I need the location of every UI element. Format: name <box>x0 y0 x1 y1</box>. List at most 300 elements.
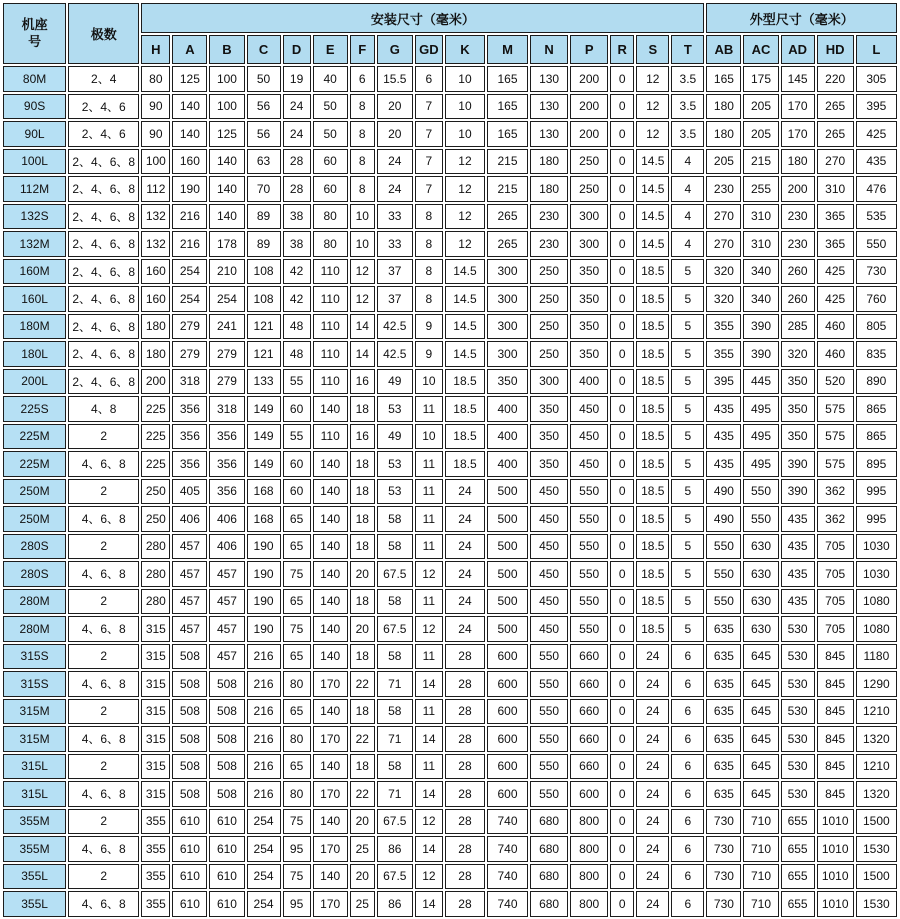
value-cell-GD: 11 <box>415 506 443 532</box>
value-cell-M: 165 <box>487 121 528 147</box>
value-cell-A: 610 <box>172 891 207 917</box>
column-header-D: D <box>283 35 311 64</box>
value-cell-A: 405 <box>172 479 207 505</box>
value-cell-A: 508 <box>172 781 207 807</box>
value-cell-R: 0 <box>610 699 634 725</box>
value-cell-B: 356 <box>209 424 244 450</box>
poles-cell: 4、6、8 <box>68 726 139 752</box>
value-cell-GD: 8 <box>415 231 443 257</box>
value-cell-AC: 205 <box>743 94 778 120</box>
value-cell-E: 170 <box>313 836 348 862</box>
value-cell-K: 14.5 <box>445 314 485 340</box>
value-cell-AC: 495 <box>743 424 778 450</box>
value-cell-P: 250 <box>570 176 608 202</box>
value-cell-D: 48 <box>283 341 311 367</box>
value-cell-HD: 270 <box>817 149 854 175</box>
value-cell-AC: 630 <box>743 561 778 587</box>
frame-number-cell: 355L <box>3 891 66 917</box>
column-header-S: S <box>636 35 669 64</box>
value-cell-AD: 200 <box>781 176 815 202</box>
value-cell-S: 14.5 <box>636 176 669 202</box>
value-cell-N: 450 <box>530 561 568 587</box>
value-cell-D: 60 <box>283 451 311 477</box>
poles-column-header: 极数 <box>68 3 139 64</box>
value-cell-M: 165 <box>487 66 528 92</box>
value-cell-F: 18 <box>350 479 375 505</box>
value-cell-T: 6 <box>671 864 704 890</box>
value-cell-N: 250 <box>530 259 568 285</box>
value-cell-AD: 350 <box>781 396 815 422</box>
value-cell-T: 5 <box>671 424 704 450</box>
value-cell-H: 100 <box>141 149 170 175</box>
value-cell-P: 550 <box>570 616 608 642</box>
value-cell-S: 18.5 <box>636 616 669 642</box>
value-cell-B: 125 <box>209 121 244 147</box>
value-cell-L: 435 <box>856 149 897 175</box>
value-cell-A: 457 <box>172 589 207 615</box>
value-cell-N: 350 <box>530 451 568 477</box>
column-header-K: K <box>445 35 485 64</box>
poles-cell: 2、4、6、8 <box>68 259 139 285</box>
value-cell-C: 254 <box>247 891 281 917</box>
value-cell-AC: 445 <box>743 369 778 395</box>
value-cell-D: 38 <box>283 231 311 257</box>
value-cell-G: 37 <box>377 259 413 285</box>
column-header-H: H <box>141 35 170 64</box>
value-cell-A: 279 <box>172 341 207 367</box>
value-cell-L: 805 <box>856 314 897 340</box>
value-cell-B: 318 <box>209 396 244 422</box>
value-cell-L: 865 <box>856 424 897 450</box>
value-cell-E: 60 <box>313 176 348 202</box>
value-cell-R: 0 <box>610 94 634 120</box>
value-cell-AD: 260 <box>781 286 815 312</box>
value-cell-C: 121 <box>247 314 281 340</box>
value-cell-S: 24 <box>636 726 669 752</box>
value-cell-E: 110 <box>313 424 348 450</box>
value-cell-E: 140 <box>313 644 348 670</box>
value-cell-H: 355 <box>141 864 170 890</box>
value-cell-M: 400 <box>487 396 528 422</box>
value-cell-L: 835 <box>856 341 897 367</box>
value-cell-C: 190 <box>247 616 281 642</box>
value-cell-GD: 11 <box>415 589 443 615</box>
value-cell-N: 680 <box>530 809 568 835</box>
value-cell-M: 600 <box>487 726 528 752</box>
value-cell-T: 6 <box>671 726 704 752</box>
value-cell-F: 22 <box>350 781 375 807</box>
value-cell-GD: 14 <box>415 836 443 862</box>
value-cell-G: 58 <box>377 754 413 780</box>
poles-cell: 4、6、8 <box>68 671 139 697</box>
value-cell-H: 132 <box>141 231 170 257</box>
frame-number-cell: 315M <box>3 726 66 752</box>
value-cell-N: 350 <box>530 396 568 422</box>
value-cell-N: 550 <box>530 699 568 725</box>
value-cell-M: 740 <box>487 891 528 917</box>
value-cell-H: 280 <box>141 589 170 615</box>
value-cell-GD: 8 <box>415 204 443 230</box>
value-cell-AC: 215 <box>743 149 778 175</box>
value-cell-AC: 310 <box>743 204 778 230</box>
value-cell-M: 600 <box>487 671 528 697</box>
value-cell-N: 680 <box>530 864 568 890</box>
value-cell-R: 0 <box>610 506 634 532</box>
value-cell-K: 28 <box>445 699 485 725</box>
value-cell-GD: 8 <box>415 259 443 285</box>
value-cell-K: 18.5 <box>445 369 485 395</box>
poles-cell: 2 <box>68 754 139 780</box>
value-cell-E: 110 <box>313 314 348 340</box>
value-cell-S: 18.5 <box>636 534 669 560</box>
poles-cell: 2、4、6、8 <box>68 369 139 395</box>
value-cell-R: 0 <box>610 781 634 807</box>
frame-number-cell: 315S <box>3 671 66 697</box>
value-cell-T: 5 <box>671 479 704 505</box>
poles-cell: 2 <box>68 589 139 615</box>
value-cell-C: 63 <box>247 149 281 175</box>
value-cell-N: 180 <box>530 176 568 202</box>
value-cell-A: 279 <box>172 314 207 340</box>
value-cell-AD: 435 <box>781 506 815 532</box>
value-cell-A: 356 <box>172 396 207 422</box>
value-cell-K: 24 <box>445 479 485 505</box>
value-cell-AB: 730 <box>706 809 741 835</box>
value-cell-S: 18.5 <box>636 424 669 450</box>
value-cell-AD: 170 <box>781 121 815 147</box>
value-cell-C: 56 <box>247 94 281 120</box>
column-header-C: C <box>247 35 281 64</box>
column-header-HD: HD <box>817 35 854 64</box>
value-cell-T: 4 <box>671 149 704 175</box>
value-cell-D: 75 <box>283 809 311 835</box>
frame-number-cell: 160M <box>3 259 66 285</box>
value-cell-F: 8 <box>350 121 375 147</box>
value-cell-A: 610 <box>172 836 207 862</box>
value-cell-T: 5 <box>671 616 704 642</box>
value-cell-G: 33 <box>377 204 413 230</box>
poles-cell: 2 <box>68 479 139 505</box>
value-cell-M: 400 <box>487 424 528 450</box>
value-cell-B: 610 <box>209 809 244 835</box>
value-cell-N: 250 <box>530 314 568 340</box>
value-cell-AB: 550 <box>706 534 741 560</box>
value-cell-P: 550 <box>570 561 608 587</box>
frame-number-cell: 280M <box>3 589 66 615</box>
value-cell-F: 18 <box>350 589 375 615</box>
value-cell-M: 300 <box>487 286 528 312</box>
value-cell-R: 0 <box>610 259 634 285</box>
value-cell-L: 730 <box>856 259 897 285</box>
value-cell-H: 225 <box>141 424 170 450</box>
value-cell-K: 12 <box>445 176 485 202</box>
value-cell-L: 1210 <box>856 754 897 780</box>
value-cell-AD: 435 <box>781 589 815 615</box>
value-cell-S: 18.5 <box>636 479 669 505</box>
value-cell-B: 610 <box>209 891 244 917</box>
value-cell-H: 315 <box>141 754 170 780</box>
value-cell-D: 60 <box>283 479 311 505</box>
value-cell-M: 500 <box>487 561 528 587</box>
value-cell-AB: 730 <box>706 836 741 862</box>
table-row <box>3 506 897 532</box>
value-cell-P: 350 <box>570 341 608 367</box>
frame-number-cell: 160L <box>3 286 66 312</box>
value-cell-N: 550 <box>530 671 568 697</box>
value-cell-AD: 145 <box>781 66 815 92</box>
poles-cell: 4、6、8 <box>68 891 139 917</box>
value-cell-B: 279 <box>209 369 244 395</box>
value-cell-D: 75 <box>283 616 311 642</box>
value-cell-P: 250 <box>570 149 608 175</box>
value-cell-B: 508 <box>209 781 244 807</box>
value-cell-C: 216 <box>247 671 281 697</box>
value-cell-S: 18.5 <box>636 341 669 367</box>
value-cell-GD: 12 <box>415 561 443 587</box>
value-cell-T: 6 <box>671 809 704 835</box>
value-cell-H: 180 <box>141 314 170 340</box>
frame-number-cell: 225M <box>3 451 66 477</box>
value-cell-E: 60 <box>313 149 348 175</box>
value-cell-GD: 7 <box>415 149 443 175</box>
value-cell-K: 28 <box>445 864 485 890</box>
install-dimensions-group-header: 安装尺寸（毫米） <box>141 3 704 33</box>
value-cell-GD: 14 <box>415 726 443 752</box>
value-cell-G: 53 <box>377 479 413 505</box>
value-cell-N: 450 <box>530 589 568 615</box>
value-cell-P: 300 <box>570 204 608 230</box>
value-cell-T: 3.5 <box>671 66 704 92</box>
poles-cell: 2、4、6、8 <box>68 231 139 257</box>
value-cell-AB: 550 <box>706 561 741 587</box>
value-cell-N: 250 <box>530 341 568 367</box>
value-cell-GD: 10 <box>415 424 443 450</box>
value-cell-S: 24 <box>636 671 669 697</box>
value-cell-D: 28 <box>283 176 311 202</box>
value-cell-L: 1210 <box>856 699 897 725</box>
value-cell-S: 14.5 <box>636 149 669 175</box>
value-cell-N: 680 <box>530 836 568 862</box>
value-cell-S: 18.5 <box>636 589 669 615</box>
value-cell-R: 0 <box>610 726 634 752</box>
value-cell-G: 58 <box>377 589 413 615</box>
value-cell-E: 50 <box>313 121 348 147</box>
value-cell-T: 3.5 <box>671 121 704 147</box>
value-cell-N: 550 <box>530 644 568 670</box>
value-cell-R: 0 <box>610 534 634 560</box>
value-cell-AC: 710 <box>743 836 778 862</box>
value-cell-AB: 435 <box>706 451 741 477</box>
value-cell-F: 18 <box>350 534 375 560</box>
value-cell-B: 406 <box>209 534 244 560</box>
frame-number-cell: 180L <box>3 341 66 367</box>
poles-cell: 2、4、6、8 <box>68 149 139 175</box>
value-cell-B: 100 <box>209 94 244 120</box>
value-cell-T: 5 <box>671 341 704 367</box>
value-cell-AB: 355 <box>706 314 741 340</box>
value-cell-M: 300 <box>487 314 528 340</box>
value-cell-F: 8 <box>350 94 375 120</box>
value-cell-C: 190 <box>247 534 281 560</box>
value-cell-B: 457 <box>209 616 244 642</box>
value-cell-R: 0 <box>610 231 634 257</box>
value-cell-AC: 710 <box>743 809 778 835</box>
value-cell-F: 6 <box>350 66 375 92</box>
value-cell-T: 6 <box>671 891 704 917</box>
value-cell-K: 12 <box>445 149 485 175</box>
value-cell-P: 660 <box>570 671 608 697</box>
value-cell-AD: 655 <box>781 891 815 917</box>
value-cell-A: 508 <box>172 754 207 780</box>
value-cell-H: 180 <box>141 341 170 367</box>
value-cell-H: 132 <box>141 204 170 230</box>
value-cell-HD: 310 <box>817 176 854 202</box>
value-cell-L: 1530 <box>856 836 897 862</box>
value-cell-T: 3.5 <box>671 94 704 120</box>
table-row <box>3 286 897 312</box>
value-cell-R: 0 <box>610 671 634 697</box>
value-cell-T: 5 <box>671 561 704 587</box>
value-cell-B: 356 <box>209 479 244 505</box>
value-cell-H: 315 <box>141 616 170 642</box>
value-cell-N: 350 <box>530 424 568 450</box>
value-cell-G: 67.5 <box>377 809 413 835</box>
value-cell-C: 254 <box>247 836 281 862</box>
value-cell-P: 800 <box>570 809 608 835</box>
value-cell-D: 24 <box>283 121 311 147</box>
value-cell-K: 18.5 <box>445 396 485 422</box>
value-cell-H: 225 <box>141 396 170 422</box>
value-cell-K: 28 <box>445 891 485 917</box>
value-cell-K: 24 <box>445 589 485 615</box>
value-cell-AD: 655 <box>781 836 815 862</box>
value-cell-HD: 845 <box>817 781 854 807</box>
value-cell-HD: 705 <box>817 589 854 615</box>
value-cell-K: 28 <box>445 836 485 862</box>
table-row <box>3 231 897 257</box>
value-cell-R: 0 <box>610 341 634 367</box>
value-cell-AD: 350 <box>781 369 815 395</box>
value-cell-E: 110 <box>313 259 348 285</box>
value-cell-N: 550 <box>530 781 568 807</box>
value-cell-AB: 490 <box>706 479 741 505</box>
value-cell-M: 600 <box>487 644 528 670</box>
value-cell-E: 140 <box>313 561 348 587</box>
value-cell-AD: 530 <box>781 781 815 807</box>
value-cell-G: 53 <box>377 396 413 422</box>
poles-cell: 4、6、8 <box>68 781 139 807</box>
frame-number-cell: 250M <box>3 506 66 532</box>
value-cell-F: 20 <box>350 864 375 890</box>
value-cell-M: 600 <box>487 781 528 807</box>
value-cell-H: 355 <box>141 836 170 862</box>
value-cell-K: 10 <box>445 94 485 120</box>
value-cell-F: 25 <box>350 836 375 862</box>
value-cell-B: 178 <box>209 231 244 257</box>
value-cell-AB: 635 <box>706 699 741 725</box>
value-cell-GD: 11 <box>415 479 443 505</box>
value-cell-F: 22 <box>350 671 375 697</box>
column-header-G: G <box>377 35 413 64</box>
value-cell-R: 0 <box>610 149 634 175</box>
value-cell-C: 56 <box>247 121 281 147</box>
value-cell-B: 610 <box>209 864 244 890</box>
poles-cell: 2、4、6、8 <box>68 204 139 230</box>
value-cell-H: 315 <box>141 644 170 670</box>
value-cell-S: 24 <box>636 644 669 670</box>
value-cell-N: 450 <box>530 534 568 560</box>
value-cell-F: 18 <box>350 506 375 532</box>
value-cell-L: 1030 <box>856 534 897 560</box>
value-cell-T: 5 <box>671 451 704 477</box>
value-cell-G: 67.5 <box>377 616 413 642</box>
value-cell-M: 500 <box>487 589 528 615</box>
value-cell-AD: 530 <box>781 754 815 780</box>
table-row <box>3 204 897 230</box>
value-cell-T: 5 <box>671 369 704 395</box>
value-cell-L: 550 <box>856 231 897 257</box>
value-cell-R: 0 <box>610 644 634 670</box>
value-cell-F: 25 <box>350 891 375 917</box>
value-cell-AB: 435 <box>706 396 741 422</box>
value-cell-S: 24 <box>636 781 669 807</box>
value-cell-L: 1320 <box>856 781 897 807</box>
value-cell-D: 80 <box>283 781 311 807</box>
value-cell-G: 33 <box>377 231 413 257</box>
value-cell-L: 425 <box>856 121 897 147</box>
poles-cell: 4、6、8 <box>68 836 139 862</box>
value-cell-C: 149 <box>247 424 281 450</box>
value-cell-F: 8 <box>350 149 375 175</box>
value-cell-AD: 285 <box>781 314 815 340</box>
value-cell-G: 49 <box>377 369 413 395</box>
frame-number-cell: 200L <box>3 369 66 395</box>
value-cell-AD: 170 <box>781 94 815 120</box>
value-cell-G: 71 <box>377 726 413 752</box>
value-cell-D: 55 <box>283 424 311 450</box>
value-cell-C: 89 <box>247 204 281 230</box>
value-cell-HD: 425 <box>817 286 854 312</box>
value-cell-F: 22 <box>350 726 375 752</box>
value-cell-D: 65 <box>283 534 311 560</box>
value-cell-L: 760 <box>856 286 897 312</box>
value-cell-M: 500 <box>487 534 528 560</box>
value-cell-R: 0 <box>610 589 634 615</box>
value-cell-H: 355 <box>141 809 170 835</box>
table-row <box>3 396 897 422</box>
value-cell-E: 40 <box>313 66 348 92</box>
frame-number-cell: 225M <box>3 424 66 450</box>
value-cell-R: 0 <box>610 204 634 230</box>
value-cell-F: 18 <box>350 396 375 422</box>
value-cell-T: 6 <box>671 699 704 725</box>
value-cell-L: 305 <box>856 66 897 92</box>
column-header-AB: AB <box>706 35 741 64</box>
frame-number-cell: 280M <box>3 616 66 642</box>
value-cell-M: 740 <box>487 864 528 890</box>
value-cell-G: 67.5 <box>377 864 413 890</box>
frame-number-cell: 80M <box>3 66 66 92</box>
value-cell-AC: 645 <box>743 671 778 697</box>
table-row <box>3 66 897 92</box>
value-cell-H: 112 <box>141 176 170 202</box>
value-cell-B: 610 <box>209 836 244 862</box>
value-cell-N: 230 <box>530 231 568 257</box>
value-cell-G: 15.5 <box>377 66 413 92</box>
value-cell-T: 6 <box>671 644 704 670</box>
value-cell-T: 5 <box>671 396 704 422</box>
frame-number-cell: 355M <box>3 809 66 835</box>
